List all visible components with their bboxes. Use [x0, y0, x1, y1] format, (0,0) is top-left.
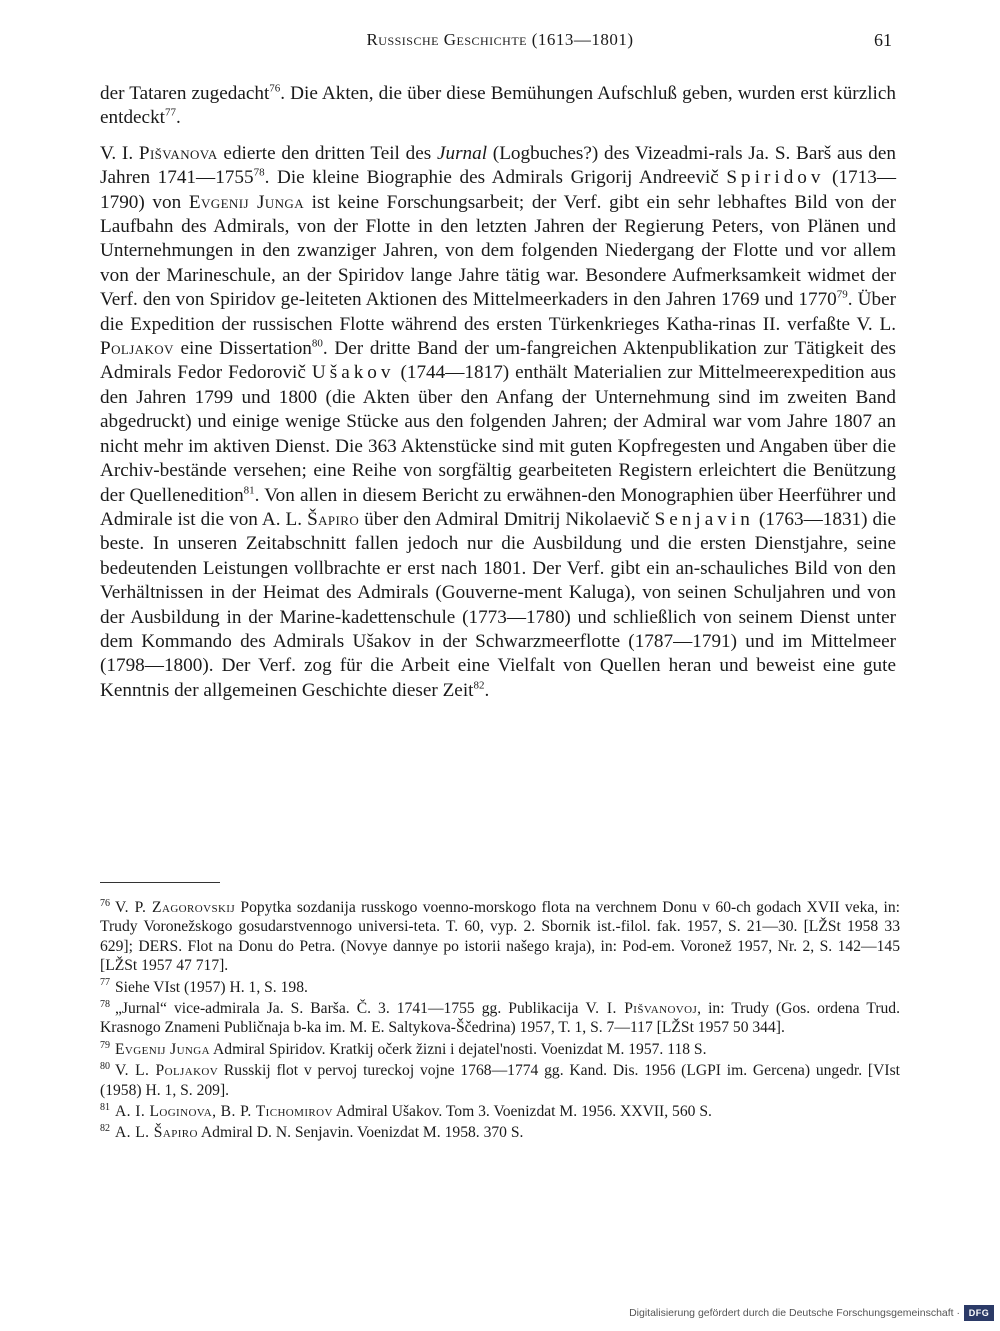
banner-text: Digitalisierung gefördert durch die Deutsche Forschungsgemeinschaft · — [629, 1307, 960, 1319]
text-run: . Von allen in diesem Bericht zu erwähnen-den Monographien über Heerführer und Admirale ist die von A. L. — [100, 484, 896, 530]
text-run: (1744—1817) enthält Materialien zur Mittelmeerexpedition aus den Jahren 1799 und 1800 (die Akten über den Anfang der Unternehmung sind im zweiten Band abgedruckt) und einige wenige Stücke aus den folgenden Jahren; der Admiral war vom Jahre 1807 an nicht mehr im aktiven Dienst. Die 363 Aktenstücke sind mit guten Kopfregesten und Angaben über die Archiv-bestände versehen; eine Reihe von sorgfältig gearbeiteten Registern erleichtert die Benützung der Quellenedition — [100, 362, 896, 506]
footnote-number: 79 — [100, 1039, 110, 1051]
body-text — [100, 82, 896, 703]
footnote-81 — [100, 1102, 900, 1121]
footnote-number: 81 — [100, 1101, 110, 1113]
footnote-number: 78 — [100, 998, 110, 1010]
paragraph-2 — [100, 142, 896, 703]
footnote-79 — [100, 1040, 900, 1059]
text-run: (1763—1831) die beste. In unseren Zeitabschnitt fallen jedoch nur die Ausbildung und die ersten Dienstjahre, seine bedeutenden Leistungen vollbrachte er erst nach 1801. Der Verf. gibt ein an-schauliches Bild von den Verhältnissen in der Heimat des Admirals (Gouverne-ment Kaluga), von seinen Schuljahren und von der Ausbildung in der Marine-kadettenschule (1773—1780) und schließlich von seinem Dienst unter dem Kommando des Admirals Ušakov in der Schwarzmeerflotte (1787—1791) und im Mittelmeer (1798—1800). Der Verf. zog für die Arbeit eine Vielfalt von Quellen heran und beweist eine gute Kenntnis der allgemeinen Geschichte dieser Zeit — [100, 508, 896, 701]
footnote-ref-81: 81 — [243, 484, 255, 497]
author-name: Poljakov — [100, 338, 174, 360]
footnote-text: Admiral Spiridov. Kratkij očerk žizni i dejatel'nosti. Voenizdat M. 1957. 118 S. — [209, 1040, 707, 1058]
footnote-82 — [100, 1123, 900, 1142]
footnote-80 — [100, 1061, 900, 1100]
running-title: Russische Geschichte (1613—1801) — [366, 30, 634, 49]
author-name: V. I. Pišvanovoj — [585, 1000, 698, 1018]
author-name: Pišvanova — [138, 142, 218, 164]
italic-title: Jurnal — [436, 142, 488, 164]
author-name: A. I. Loginova, B. P. Tichomirov — [115, 1103, 333, 1121]
text-run: (1713—1790) von — [100, 167, 897, 213]
footnote-text: , in: Trudy (Gos. ordena Trud. Krasnogo Znameni Publičnaja b-ka im. M. E. Saltykova-Ščedrina) 1957, T. 1, S. 7—117 [LŽSt 1957 50 344]. — [100, 1000, 901, 1037]
footnote-text: Russkij flot v pervoj tureckoj vojne 1768—1774 gg. Kand. Dis. 1956 (LGPI im. Gercena) ungedr. [VIst (1958) H. 1, S. 209]. — [100, 1062, 900, 1099]
text-run: über den Admiral Dmitrij Nikolaevič — [359, 508, 655, 530]
footnote-text: Admiral D. N. Senjavin. Voenizdat M. 1958. 370 S. — [197, 1124, 524, 1142]
digitization-banner — [629, 1303, 994, 1323]
footnote-ref-80: 80 — [311, 337, 323, 350]
spaced-name: Ušakov — [311, 362, 395, 384]
footnote-text: Admiral Ušakov. Tom 3. Voenizdat M. 1956. XXVII, 560 S. — [332, 1103, 712, 1121]
text-run: . Die kleine Biographie des Admirals Grigorij Andreevič — [264, 167, 727, 189]
dfg-logo-icon: DFG — [964, 1305, 994, 1321]
text-run: . Die Akten, die über diese Bemühungen Aufschluß geben, wurden erst kürzlich entdeckt — [100, 83, 896, 129]
text-run: (Logbuches?) des Vizeadmi-rals Ja. S. Barš aus den Jahren 1741—1755 — [100, 142, 896, 189]
footnote-ref-78: 78 — [253, 166, 265, 179]
paragraph-1 — [100, 82, 896, 131]
spaced-name: Spiridov — [726, 167, 825, 189]
text-run: . Über die Expedition der russischen Flotte während des ersten Türkenkrieges Katha-rinas II. verfaßte V. L. — [100, 289, 897, 335]
footnote-number: 76 — [100, 897, 110, 909]
spaced-name: Senjavin — [654, 508, 754, 530]
footnote-ref-77: 77 — [165, 107, 176, 120]
footnote-ref-82: 82 — [473, 679, 485, 692]
page-number: 61 — [874, 30, 892, 50]
footnote-separator — [100, 882, 220, 883]
text-run: der Tataren zugedacht — [100, 83, 270, 104]
footnote-number: 82 — [100, 1123, 110, 1135]
text-run: V. I. — [100, 142, 139, 164]
text-run: . — [176, 107, 181, 129]
text-run: edierte den dritten Teil des — [217, 142, 437, 164]
author-name: V. L. Poljakov — [115, 1062, 219, 1080]
footnote-number: 77 — [100, 977, 110, 989]
text-run: . — [484, 679, 490, 701]
text-run: ist keine Forschungsarbeit; der Verf. gibt ein sehr lebhaftes Bild von der Laufbahn des Admirals, von der Flotte in den letzten Jahren der Regierung Peters, von Plänen und Unternehmungen in den zwanziger Jahren, von dem folgenden Niedergang der Flotte und vor allem von der Marineschule, an der Spiridov lange Jahre tätig war. Besondere Aufmerksamkeit widmet der Verf. den von Spiridov ge-leiteten Aktionen des Mittelmeerkaders in den Jahren 1769 und 1770 — [100, 191, 897, 311]
footnote-ref-76: 76 — [269, 82, 281, 95]
running-head — [100, 30, 900, 60]
footnote-76 — [100, 898, 900, 976]
author-name: Evgenij Junga — [115, 1040, 210, 1058]
author-name: Šapiro — [307, 508, 360, 530]
footnote-78 — [100, 999, 900, 1038]
footnote-text: „Jurnal“ vice-admirala Ja. S. Barša. Č. 3. 1741—1755 gg. Publikacija — [115, 1000, 586, 1018]
footnote-text: Popytka sozdanija russkogo voenno-morskogo flota na verchnem Donu v 60-ch godach XVII veka, in: Trudy Voronežskogo gosudarstvennogo universi-teta. T. 60, vyp. 2. Sbornik ist.-filol. fak. 1957, S. 21—30. [LŽSt 1958 33 629]; DERS. Flot na Donu do Petra. (Novye dannye po istorii našego kraja), in: Pod-em. Voronež 1957, Nr. 2, S. 142—145 [LŽSt 1957 47 717]. — [100, 899, 900, 975]
footnote-ref-79: 79 — [836, 288, 848, 301]
footnotes — [100, 898, 900, 1145]
footnote-77 — [100, 978, 900, 997]
text-run: . Der dritte Band der um-fangreichen Aktenpublikation zur Tätigkeit des Admirals Fedor Fedorovič — [100, 338, 896, 384]
author-name: V. P. Zagorovskij — [115, 899, 236, 916]
footnote-number: 80 — [100, 1061, 110, 1073]
author-name: Evgenij Junga — [188, 191, 304, 213]
author-name: A. L. Šapiro — [115, 1124, 198, 1142]
footnote-text: Siehe VIst (1957) H. 1, S. 198. — [115, 978, 308, 996]
text-run: eine Dissertation — [173, 338, 312, 360]
